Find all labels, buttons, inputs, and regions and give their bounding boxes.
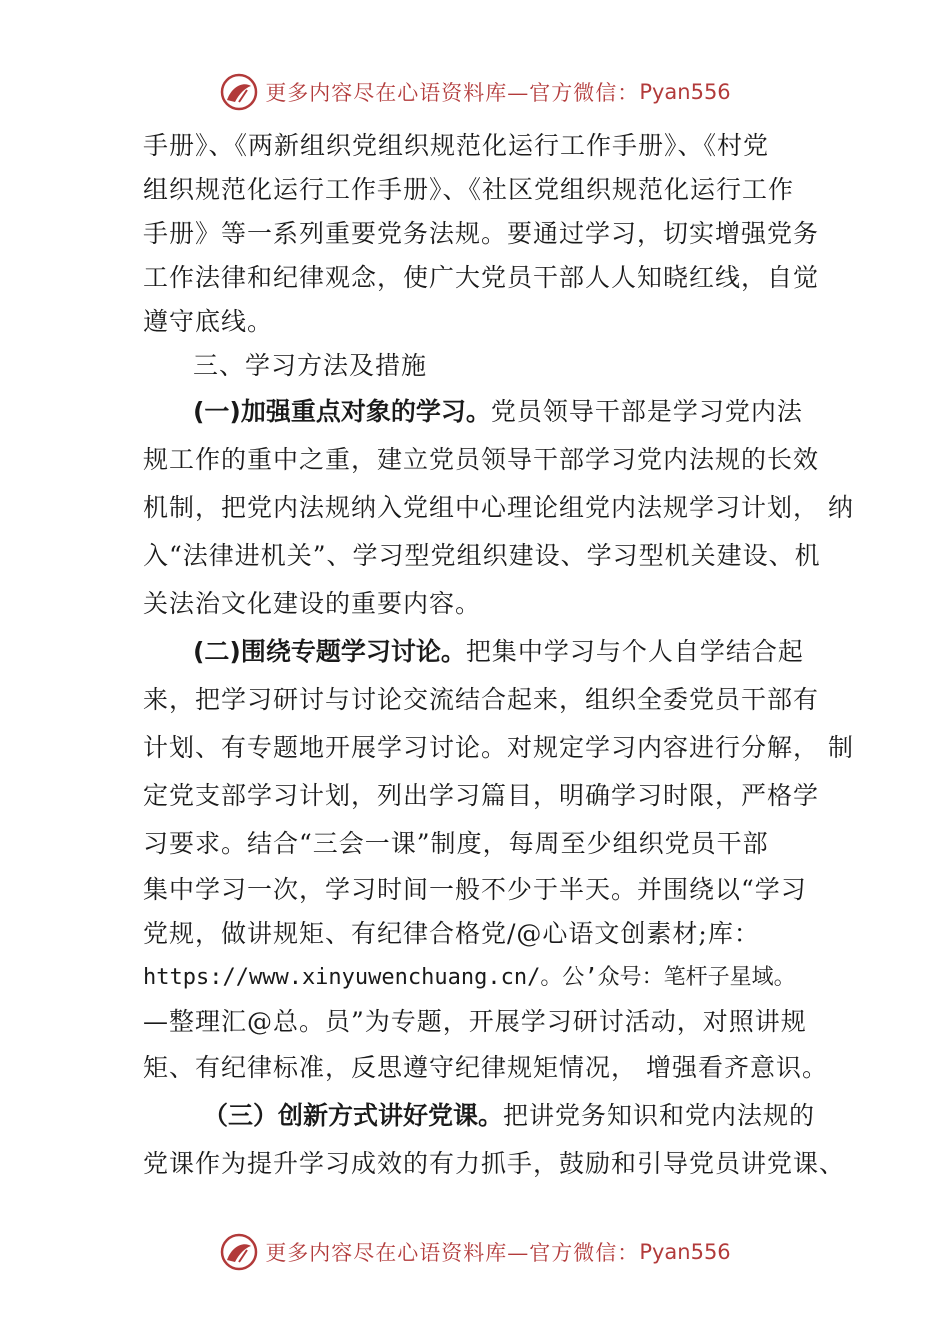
- text-line: 规工作的重中之重，建立党员领导干部学习党内法规的长效: [143, 445, 820, 474]
- subheading-1: (一)加强重点对象的学习。: [193, 397, 491, 426]
- text-line: 手册》、《两新组织党组织规范化运行工作手册》、《村党: [143, 131, 770, 160]
- banner-text: 更多内容尽在心语资料库—官方微信：: [265, 81, 640, 105]
- text-line: 机制，把党内法规纳入党组中心理论组党内法规学习计划， 纳: [143, 493, 854, 522]
- text-line: 党规，做讲规矩、有纪律合格党/@心语文创素材;库：: [143, 919, 760, 948]
- text-line: 入“法律进机关”、学习型党组织建设、学习型机关建设、机: [143, 541, 821, 570]
- logo-icon: [219, 72, 259, 112]
- text-line: 遵守底线。: [143, 307, 274, 336]
- subheading-2: (二)围绕专题学习讨论。: [193, 637, 466, 666]
- text-line: 计划、有专题地开展学习讨论。对规定学习内容进行分解， 制: [143, 733, 854, 762]
- text-line: 工作法律和纪律观念，使广大党员干部人人知晓红线，自觉: [143, 263, 820, 292]
- text-line: 党课作为提升学习成效的有力抓手，鼓励和引导党员讲党课、: [143, 1149, 846, 1178]
- url-line: https://www.xinyuwenchuang.cn/。公’众号：笔杆子星域。: [143, 965, 796, 990]
- paragraph-2-first-line: [143, 628, 823, 676]
- text-line: 矩、有纪律标准，反思遵守纪律规矩情况， 增强看齐意识。: [143, 1053, 828, 1082]
- subheading-3: （三）创新方式讲好党课。: [203, 1101, 504, 1130]
- text-line: 集中学习一次，学习时间一般不少于半天。并围绕以“学习: [143, 875, 807, 904]
- text-line: 定党支部学习计划，列出学习篇目，明确学习时限，严格学: [143, 781, 820, 810]
- banner-text: 更多内容尽在心语资料库—官方微信：: [265, 1241, 640, 1265]
- section-heading: 三、学习方法及措施: [193, 351, 428, 380]
- banner-wechat-id: Pyan556: [639, 80, 731, 104]
- text-line: 手册》等一系列重要党务法规。要通过学习，切实增强党务: [143, 219, 820, 248]
- text-span: 党员领导干部是学习党内法: [490, 397, 803, 426]
- text-line: 关法治文化建设的重要内容。: [143, 589, 482, 618]
- text-span: 把讲党务知识和党内法规的: [503, 1101, 816, 1130]
- banner-wechat-id: Pyan556: [639, 1240, 731, 1264]
- text-span: 把集中学习与个人自学结合起: [465, 637, 804, 666]
- text-line: 习要求。结合“三会一课”制度，每周至少组织党员干部: [143, 829, 769, 858]
- footer-watermark-banner: [0, 1230, 950, 1274]
- text-line: 组织规范化运行工作手册》、《社区党组织规范化运行工作: [143, 175, 795, 204]
- document-body: [143, 124, 854, 1188]
- text-line: —整理汇@总。员”为专题，开展学习研讨活动，对照讲规: [143, 1007, 807, 1036]
- header-watermark-banner: [0, 70, 950, 114]
- text-line: 来，把学习研讨与讨论交流结合起来，组织全委党员干部有: [143, 685, 820, 714]
- logo-icon: [219, 1232, 259, 1272]
- paragraph-3-first-line: [143, 1092, 823, 1140]
- paragraph-1-first-line: [143, 388, 823, 436]
